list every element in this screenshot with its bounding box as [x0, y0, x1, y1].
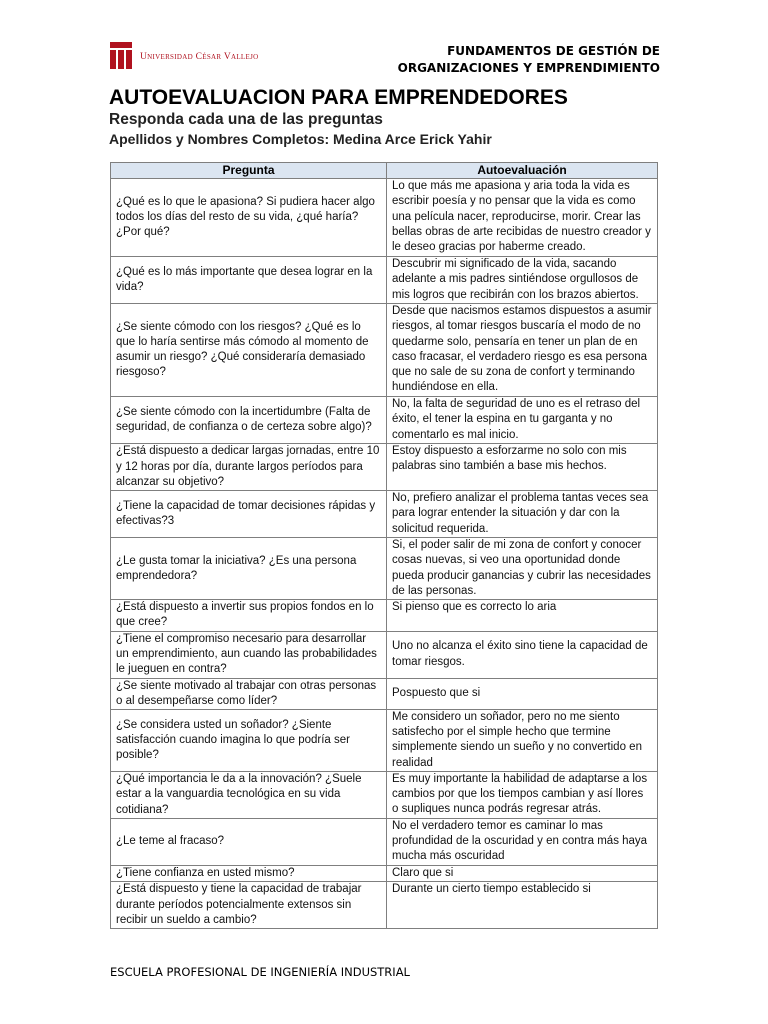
column-header-question: Pregunta: [111, 163, 387, 179]
answer-cell: No, la falta de seguridad de uno es el retraso del éxito, el tener la espina en tu garganta y no comentarlo es mal inicio.: [387, 397, 658, 444]
table-header-row: [111, 163, 658, 179]
table-row: [111, 882, 658, 929]
table-row: [111, 304, 658, 397]
university-shield-icon: [110, 42, 132, 69]
answer-cell: Durante un cierto tiempo establecido si: [387, 882, 658, 929]
table-row: [111, 397, 658, 444]
question-cell: ¿Está dispuesto y tiene la capacidad de trabajar durante períodos potencialmente extensos sin recibir un sueldo a cambio?: [111, 882, 387, 929]
table-row: [111, 538, 658, 600]
question-cell: ¿Se considera usted un soñador? ¿Siente satisfacción cuando imagina lo que podría ser posible?: [111, 710, 387, 772]
student-name-line: Apellidos y Nombres Completos: Medina Arce Erick Yahir: [109, 131, 492, 147]
table-row: [111, 710, 658, 772]
question-cell: ¿Qué es lo que le apasiona? Si pudiera hacer algo todos los días del resto de su vida, ¿qué haría? ¿Por qué?: [111, 179, 387, 257]
table-row: [111, 491, 658, 538]
answer-cell: Si pienso que es correcto lo aria: [387, 600, 658, 631]
question-cell: ¿Le teme al fracaso?: [111, 819, 387, 866]
footer-school: ESCUELA PROFESIONAL DE INGENIERÍA INDUSTRIAL: [110, 965, 410, 979]
table-row: [111, 600, 658, 631]
question-cell: ¿Tiene el compromiso necesario para desarrollar un emprendimiento, aun cuando las probabilidades le jueguen en contra?: [111, 631, 387, 678]
answer-cell: Es muy importante la habilidad de adaptarse a los cambios por que los tiempos cambian y así llores o supliques nunca podrás regresar atrás.: [387, 772, 658, 819]
table-row: [111, 772, 658, 819]
question-cell: ¿Qué es lo más importante que desea lograr en la vida?: [111, 257, 387, 304]
answer-cell: No, prefiero analizar el problema tantas veces sea para lograr entender la situación y dar con la solicitud requerida.: [387, 491, 658, 538]
column-header-answer: Autoevaluación: [387, 163, 658, 179]
table-row: [111, 678, 658, 709]
answer-cell: Descubrir mi significado de la vida, sacando adelante a mis padres sintiéndose orgullosos de mis logros que recibirán con los brazos abiertos.: [387, 257, 658, 304]
answer-cell: Si, el poder salir de mi zona de confort y conocer cosas nuevas, si veo una oportunidad donde pueda producir ganancias y cubrir las necesidades de las personas.: [387, 538, 658, 600]
question-cell: ¿Qué importancia le da a la innovación? ¿Suele estar a la vanguardia tecnológica en su vida cotidiana?: [111, 772, 387, 819]
question-cell: ¿Se siente cómodo con los riesgos? ¿Qué es lo que lo haría sentirse más cómodo al momento de asumir un riesgo? ¿Qué consideraría demasiado riesgoso?: [111, 304, 387, 397]
course-title: FUNDAMENTOS DE GESTIÓN DE ORGANIZACIONES Y EMPRENDIMIENTO: [397, 44, 660, 75]
document-subtitle: Responda cada una de las preguntas: [109, 111, 383, 128]
question-cell: ¿Está dispuesto a dedicar largas jornadas, entre 10 y 12 horas por día, durante largos períodos para alcanzar su objetivo?: [111, 444, 387, 491]
university-logo: [110, 42, 260, 72]
question-cell: ¿Se siente motivado al trabajar con otras personas o al desempeñarse como líder?: [111, 678, 387, 709]
document-title: AUTOEVALUACION PARA EMPRENDEDORES: [109, 86, 568, 109]
answer-cell: Uno no alcanza el éxito sino tiene la capacidad de tomar riesgos.: [387, 631, 658, 678]
table-row: [111, 257, 658, 304]
question-cell: ¿Está dispuesto a invertir sus propios fondos en lo que cree?: [111, 600, 387, 631]
question-cell: ¿Se siente cómodo con la incertidumbre (Falta de seguridad, de confianza o de certeza sobre algo)?: [111, 397, 387, 444]
question-cell: ¿Tiene confianza en usted mismo?: [111, 866, 387, 882]
question-cell: ¿Tiene la capacidad de tomar decisiones rápidas y efectivas?3: [111, 491, 387, 538]
logo-text: Universidad César Vallejo: [140, 52, 259, 62]
answer-cell: Desde que nacismos estamos dispuestos a asumir riesgos, al tomar riesgos buscaría el modo de no quedarme solo, pensaría en tener un plan de en caso fracasar, el verdadero riesgo es esa persona que no sale de su zona de confort y terminando hundiéndose en ella.: [387, 304, 658, 397]
answer-cell: No el verdadero temor es caminar lo mas profundidad de la oscuridad y en contra más haya mucha más oscuridad: [387, 819, 658, 866]
table-row: [111, 444, 658, 491]
answer-cell: Claro que si: [387, 866, 658, 882]
answer-cell: Lo que más me apasiona y aria toda la vida es escribir poesía y no pensar que la vida es como una película nacer, reproducirse, morir. Crear las bellas obras de arte recibidas de nuestro creador y le deseo gracias por haberme creado.: [387, 179, 658, 257]
table-row: [111, 819, 658, 866]
answer-cell: Pospuesto que si: [387, 678, 658, 709]
question-cell: ¿Le gusta tomar la iniciativa? ¿Es una persona emprendedora?: [111, 538, 387, 600]
table-row: [111, 866, 658, 882]
self-evaluation-table: [110, 162, 658, 929]
answer-cell: Me considero un soñador, pero no me siento satisfecho por el simple hecho que termine simplemente siendo un sueño y no convertido en realidad: [387, 710, 658, 772]
table-row: [111, 631, 658, 678]
table-row: [111, 179, 658, 257]
answer-cell: Estoy dispuesto a esforzarme no solo con mis palabras sino también a base mis hechos.: [387, 444, 658, 491]
